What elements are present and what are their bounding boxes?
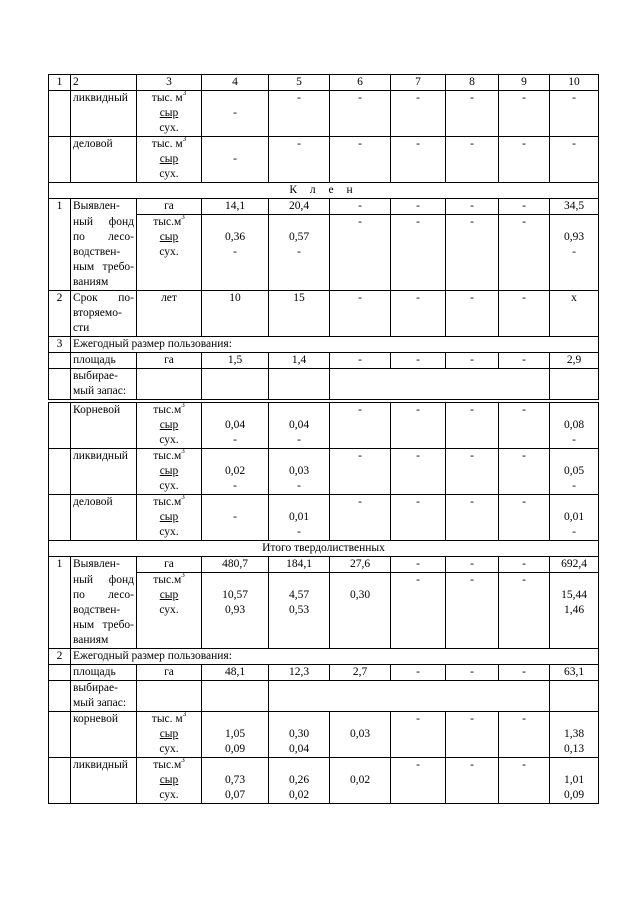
row-label: корневой [71,711,137,757]
row-label: Срок по- вторяемо- сти [71,290,137,336]
header-cell: 2 [71,75,137,91]
row-number: 1 [49,199,71,215]
value-cell: 0,01 - [269,495,330,541]
table-row [49,449,599,495]
value-cell: - [446,199,499,215]
value-cell: - [446,215,499,291]
value-cell: - [269,137,330,183]
value-cell: 2,9 [550,352,599,368]
value-cell: - [330,449,391,495]
value-cell: 48,1 [202,664,269,680]
value-cell: - [499,757,550,803]
value-cell: - [391,199,446,215]
table-row [49,573,599,649]
row-label: площадь [71,352,137,368]
value-cell: 10,57 0,93 [202,573,269,649]
value-cell: - [330,495,391,541]
value-cell: 0,02 [330,757,391,803]
value-cell: - [330,215,391,291]
value-cell: - [446,757,499,803]
value-cell: - [446,711,499,757]
value-cell: 63,1 [550,664,599,680]
value-cell: - [499,664,550,680]
value-cell: 15,44 1,46 [550,573,599,649]
value-cell: - [499,199,550,215]
unit-cell: га [137,352,202,368]
unit-cell: га [137,664,202,680]
row-number: 2 [49,648,71,664]
value-cell: 15 [269,290,330,336]
unit-cell: тыс. $м^3$ сыр сух. [137,91,202,137]
unit-cell: га [137,557,202,573]
unit-cell: $тыс.м^3$ сыр сух. [137,573,202,649]
value-cell: 4,57 0,53 [269,573,330,649]
row-label: ликвидный [71,91,137,137]
value-cell: 0,73 0,07 [202,757,269,803]
value-cell: - [330,352,391,368]
section-heading-row [49,541,599,557]
value-cell: 0,36 - [202,215,269,291]
value-cell: 0,93 - [550,215,599,291]
value-cell: - [269,91,330,137]
table-row [49,711,599,757]
header-cell: 4 [202,75,269,91]
value-cell: - [391,215,446,291]
value-cell: - [202,91,269,137]
table-row [49,557,599,573]
table-row [49,352,599,368]
header-cell: 10 [550,75,599,91]
value-cell: - [391,757,446,803]
value-cell: - [446,290,499,336]
value-cell: - [446,557,499,573]
header-cell: 9 [499,75,550,91]
value-cell: х [550,290,599,336]
value-cell: 1,4 [269,352,330,368]
value-cell: 0,30 0,04 [269,711,330,757]
value-cell: - [391,290,446,336]
row-label: Корневой [71,403,137,449]
unit-cell: тыс. $м^3$ сыр сух. [137,711,202,757]
section-title: К л е н [49,183,599,199]
value-cell: 0,03 [330,711,391,757]
value-cell: - [391,137,446,183]
value-cell: 692,4 [550,557,599,573]
table-row [49,680,599,711]
table-row [49,290,599,336]
value-cell: 0,01 - [550,495,599,541]
row-number: 3 [49,336,71,352]
value-cell: 480,7 [202,557,269,573]
value-cell: - [391,573,446,649]
row-label: ликвидный [71,449,137,495]
value-cell: - [391,557,446,573]
row-label: ный фонд по лесо- водствен- ным требо- ваниям [71,215,137,291]
value-cell: - [446,403,499,449]
value-cell: 10 [202,290,269,336]
unit-cell: $тыс.м^3$ сыр сух. [137,403,202,449]
value-cell: - [446,495,499,541]
unit-cell: $тыс.м^3$ сыр сух. [137,215,202,291]
forest-table-lower [48,402,599,804]
value-cell: - [202,137,269,183]
header-cell: 5 [269,75,330,91]
value-cell: - [391,664,446,680]
value-cell: - [330,137,391,183]
header-row [49,75,599,91]
table-row [49,368,599,399]
value-cell: - [499,352,550,368]
value-cell: 0,08 - [550,403,599,449]
unit-cell: тыс. $м^3$ сыр сух. [137,137,202,183]
value-cell: - [391,495,446,541]
value-cell: - [391,91,446,137]
value-cell: 14,1 [202,199,269,215]
value-cell: 2,7 [330,664,391,680]
table-row [49,757,599,803]
value-cell: 0,04 - [269,403,330,449]
value-cell: - [446,664,499,680]
value-cell: - [330,199,391,215]
value-cell: - [499,449,550,495]
unit-cell: $тыс.м^3$ сыр сух. [137,757,202,803]
value-cell: 0,26 0,02 [269,757,330,803]
table-row [49,664,599,680]
value-cell: - [499,495,550,541]
row-label: ликвидный [71,757,137,803]
value-cell: - [446,573,499,649]
table-row [49,137,599,183]
value-cell: - [446,449,499,495]
row-label: Выявлен- [71,199,137,215]
value-cell: - [499,557,550,573]
value-cell: - [330,290,391,336]
value-cell: - [202,495,269,541]
value-cell: - [499,215,550,291]
row-label: Ежегодный размер пользования: [71,648,599,664]
row-label: площадь [71,664,137,680]
row-label: деловой [71,137,137,183]
section-title: Итого твердолиственных [49,541,599,557]
table-row [49,215,599,291]
value-cell: 1,05 0,09 [202,711,269,757]
value-cell: 0,30 [330,573,391,649]
row-label: выбирае- мый запас: [71,680,137,711]
value-cell: - [499,91,550,137]
value-cell: 1,5 [202,352,269,368]
value-cell: - [499,403,550,449]
header-cell: 7 [391,75,446,91]
value-cell: - [499,290,550,336]
value-cell: 184,1 [269,557,330,573]
value-cell: 0,03 - [269,449,330,495]
header-cell: 8 [446,75,499,91]
table-row [49,495,599,541]
value-cell: 0,05 - [550,449,599,495]
value-cell: 20,4 [269,199,330,215]
header-cell: 3 [137,75,202,91]
table-row [49,403,599,449]
row-label: Выявлен- [71,557,137,573]
table-row [49,336,599,352]
value-cell: - [330,91,391,137]
value-cell: - [446,352,499,368]
table-row [49,648,599,664]
value-cell: - [391,449,446,495]
value-cell: 0,04 - [202,403,269,449]
table-row [49,199,599,215]
value-cell: - [446,137,499,183]
value-cell: 27,6 [330,557,391,573]
unit-cell: $тыс.м^3$ сыр сух. [137,449,202,495]
section-heading-row [49,183,599,199]
row-label: выбирае- мый запас: [71,368,137,399]
row-label: ный фонд по лесо- водствен- ным требо- ваниям [71,573,137,649]
table-row [49,91,599,137]
value-cell: - [446,91,499,137]
header-cell: 1 [49,75,71,91]
unit-cell: га [137,199,202,215]
value-cell: - [550,91,599,137]
value-cell: - [550,137,599,183]
value-cell: - [391,711,446,757]
value-cell: - [499,711,550,757]
value-cell: - [499,137,550,183]
value-cell: 0,57 - [269,215,330,291]
unit-cell: лет [137,290,202,336]
value-cell: 1,38 0,13 [550,711,599,757]
row-number: 1 [49,557,71,573]
forest-table-upper [48,74,599,400]
unit-cell: $тыс.м^3$ сыр сух. [137,495,202,541]
value-cell: 1,01 0,09 [550,757,599,803]
value-cell: - [330,403,391,449]
value-cell: 0,02 - [202,449,269,495]
row-label: деловой [71,495,137,541]
value-cell: - [391,403,446,449]
row-label: Ежегодный размер пользования: [71,336,599,352]
row-number: 2 [49,290,71,336]
value-cell: - [499,573,550,649]
value-cell: 34,5 [550,199,599,215]
value-cell: - [391,352,446,368]
value-cell: 12,3 [269,664,330,680]
header-cell: 6 [330,75,391,91]
